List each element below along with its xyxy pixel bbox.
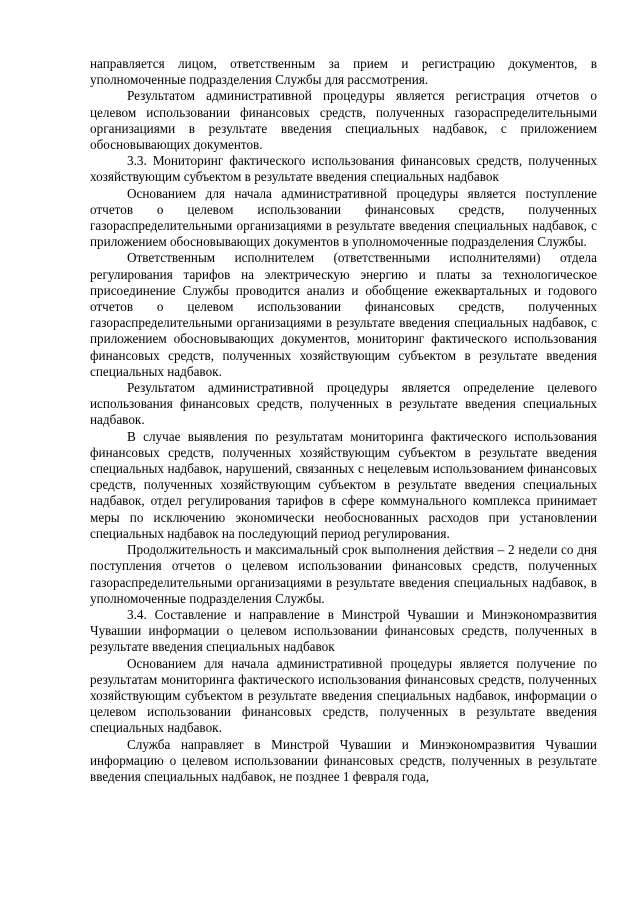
paragraph-service-sends: Служба направляет в Минстрой Чувашии и Минэкономразвития Чувашии информацию о целевом использовании финансовых средств, полученных в результате введения специальных надбавок, не позднее 1 февраля года, bbox=[90, 736, 597, 784]
paragraph-result-registration: Результатом административной процедуры является регистрация отчетов о целевом использовании финансовых средств, полученных газораспределительными организациями в результате введения специальных надбавок, с приложением обосновывающих документов. bbox=[90, 88, 597, 153]
document-body bbox=[90, 56, 597, 785]
paragraph-violations: В случае выявления по результатам мониторинга фактического использования финансовых средств, полученных хозяйствующим субъектом в результате введения специальных надбавок, нарушений, связанных с нецелевым использованием финансовых средств, полученных хозяйствующим субъектом в результате введения специальных надбавок, отдел регулирования тарифов в сфере коммунального комплекса принимает меры по исключению экономически необоснованных расходов при установлении специальных надбавок на последующий период регулирования. bbox=[90, 428, 597, 541]
paragraph-responsible-executor: Ответственным исполнителем (ответственными исполнителями) отдела регулирования тарифов на электрическую энергию и платы за технологическое присоединение Службы проводится анализ и обобщение ежеквартальных и годового отчетов о целевом использовании финансовых средств, полученных газораспределительными организациями в результате введения специальных надбавок, с приложением обосновывающих документов, мониторинг фактического использования финансовых средств, полученных хозяйствующим субъектом в результате введения специальных надбавок. bbox=[90, 250, 597, 379]
paragraph-continuation: направляется лицом, ответственным за прием и регистрацию документов, в уполномоченные подразделения Службы для рассмотрения. bbox=[90, 56, 597, 88]
paragraph-result-3-3: Результатом административной процедуры является определение целевого использования финансовых средств, полученных в результате введения специальных надбавок. bbox=[90, 380, 597, 428]
paragraph-basis-3-4: Основанием для начала административной процедуры является получение по результатам мониторинга фактического использования финансовых средств, полученных хозяйствующим субъектом в результате введения специальных надбавок, информации о целевом использовании финансовых средств, полученных в результате введения специальных надбавок. bbox=[90, 655, 597, 736]
paragraph-basis-3-3: Основанием для начала административной процедуры является поступление отчетов о целевом использовании финансовых средств, полученных газораспределительными организациями в результате введения специальных надбавок, с приложением обосновывающих документов в уполномоченные подразделения Службы. bbox=[90, 185, 597, 250]
section-heading-3-3: 3.3. Мониторинг фактического использования финансовых средств, полученных хозяйствующим субъектом в результате введения специальных надбавок bbox=[90, 153, 597, 185]
paragraph-duration: Продолжительность и максимальный срок выполнения действия – 2 недели со дня поступления отчетов о целевом использовании финансовых средств, полученных газораспределительными организациями в результате введения специальных надбавок, в уполномоченные подразделения Службы. bbox=[90, 542, 597, 606]
section-heading-3-4: 3.4. Составление и направление в Минстрой Чувашии и Минэкономразвития Чувашии информации о целевом использовании финансовых средств, полученных в результате введения специальных надбавок bbox=[90, 606, 597, 655]
